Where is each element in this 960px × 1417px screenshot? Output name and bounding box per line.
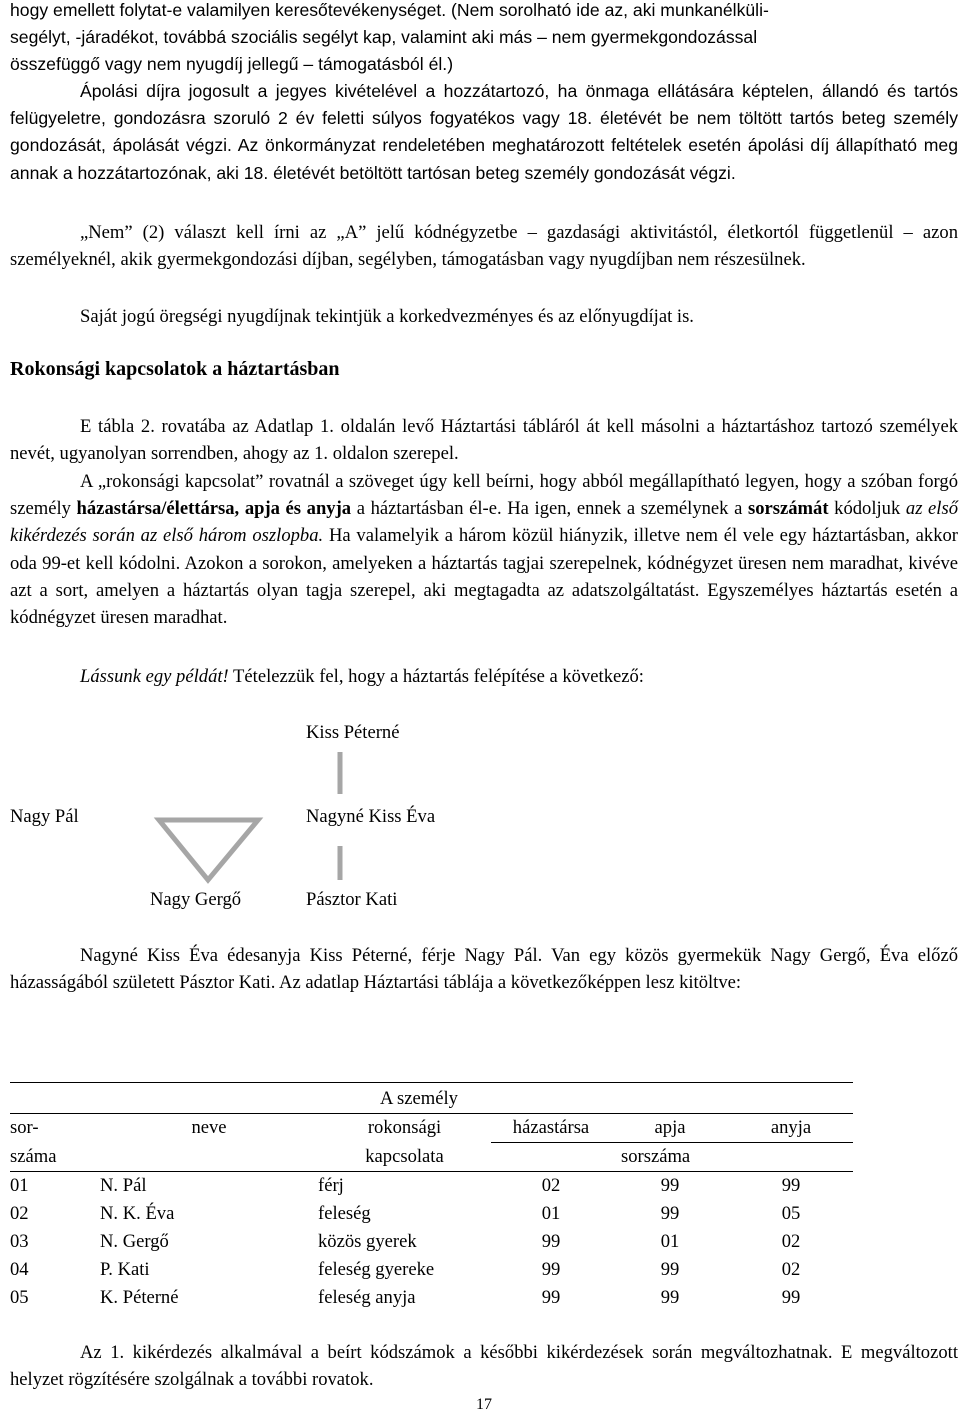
e-tabla-text: E tábla 2. rovatába az Adatlap 1. oldalán levő Háztartási tábláról át kell másolni a háztartáshoz tartozó személyek nevét, ugyanolyan sorrendben, ahogy az 1. oldalon szerepel. (10, 416, 958, 465)
cell-anyja: 99 (781, 1287, 801, 1308)
cell-hazastarsa: 99 (541, 1231, 561, 1252)
cell-kapcsolat: feleség anyja (318, 1287, 416, 1308)
cell-hazastarsa: 99 (541, 1259, 561, 1280)
intro-line-1: hogy emellett folytat-e valamilyen keresőtevékenységet. (Nem sorolható ide az, aki munkanélküli- (10, 0, 769, 20)
diagram-grandmother: Kiss Péterné (306, 722, 400, 743)
example-text (10, 663, 958, 690)
example-italic: Lássunk egy példát! (80, 666, 229, 687)
example-paragraph (10, 663, 958, 690)
cell-anyja: 05 (781, 1203, 801, 1224)
cell-kapcsolat: közös gyerek (318, 1231, 417, 1252)
cell-hazastarsa: 01 (541, 1203, 561, 1224)
table-row (10, 1172, 853, 1201)
header-sor-1: sor- (10, 1117, 39, 1139)
cell-neve: K. Péterné (100, 1287, 179, 1308)
explanation-text: Nagyné Kiss Éva édesanyja Kiss Péterné, férje Nagy Pál. Van egy közös gyermekük Nagy Gergő, Éva előző házasságából született Pásztor Kati. Az adatlap Háztartási táblája a következőképpen lesz kitöltve: (10, 945, 958, 994)
table-body (10, 1172, 853, 1313)
cell-anyja: 99 (781, 1175, 801, 1196)
header-hazastarsa: házastársa (491, 1114, 611, 1143)
closing-paragraph (10, 1339, 958, 1393)
cell-sorszam: 04 (10, 1259, 29, 1280)
header-group-cell (318, 1085, 611, 1114)
rokonsagi-part-3: kódoljuk (828, 498, 906, 520)
apolasi-text: Ápolási díjra jogosult a jegyes kivételével a hozzátartozó, ha önmaga ellátására képtelen, állandó és tartós felügyeletre, gondozásra szoruló 2 év feletti súlyos fogyatékos vagy 18. életévét be nem töltött tartós beteg személy gondozását, ápolását végzi. Az önkormányzat rendeletében meghatározott feltételek esetén ápolási díj állapítható meg annak a hozzátartozónak, aki 18. életévét betöltött tartósan beteg személy gondozását végzi. (10, 81, 958, 183)
header-group-label: A személy (380, 1088, 458, 1109)
cell-apja: 01 (660, 1231, 680, 1252)
example-rest: Tételezzük fel, hogy a háztartás felépítése a következő: (228, 666, 644, 687)
table-header-group-row (10, 1085, 853, 1114)
cell-apja: 99 (660, 1259, 680, 1280)
header-neve: neve (191, 1117, 227, 1139)
apolasi-paragraph (10, 78, 958, 187)
cell-apja: 99 (660, 1175, 680, 1196)
cell-kapcsolat: feleség gyereke (318, 1259, 435, 1280)
rokonsagi-bold-1: házastársa/élettársa, apja és anyja (76, 498, 352, 520)
diagram-stepchild: Pásztor Kati (306, 889, 398, 910)
cell-hazastarsa: 99 (541, 1287, 561, 1308)
rokonsagi-part-2: a háztartásban él-e. Ha igen, ennek a személynek a (351, 498, 748, 520)
sajat-paragraph (10, 303, 958, 330)
diagram-child: Nagy Gergő (150, 889, 242, 910)
cell-anyja: 02 (781, 1259, 801, 1280)
header-rok-1: rokonsági (367, 1117, 442, 1139)
cell-sorszam: 03 (10, 1231, 29, 1252)
table-header-row-1 (10, 1114, 853, 1143)
rokonsagi-text (10, 468, 958, 631)
intro-line-3: összefüggő vagy nem nyugdíj jellegű – támogatásból él.) (10, 54, 454, 75)
intro-paragraph (10, 0, 958, 79)
rokonsagi-part-4: Ha valamelyik a három közül hiányzik, illetve nem él vele egy háztartásban, akkor oda 99-et kell kódolni. Azokon a sorokon, amelyeken a háztartás tagjai szerepelnek, kódnégyzet üresen nem maradhat, kivéve azt a sort, amelyen a háztartás olyan tagja szerepel, aki megtagadta az adatszolgáltatást. Egyszemélyes háztartás esetén a kódnégyzet üresen maradhat. (10, 525, 958, 629)
cell-sorszam: 02 (10, 1203, 29, 1224)
header-sor-2: száma (10, 1145, 57, 1167)
cell-apja: 99 (660, 1287, 680, 1308)
header-apja: apja (611, 1114, 729, 1143)
cell-kapcsolat: feleség (318, 1203, 371, 1224)
table-header-row-2 (10, 1143, 853, 1172)
rokonsagi-part-1: A „rokonsági kapcsolat” rovatnál a szöveget úgy kell beírni, hogy abból megállapítható legyen, hogy a szóban forgó személy (10, 471, 958, 520)
nem-text: „Nem” (2) választ kell írni az „A” jelű kódnégyzetbe – gazdasági aktivitástól, életkortól függetlenül – azon személyeknél, akik gyermekgondozási díjban, segélyben, támogatásban vagy nyugdíjban nem részesülnek. (10, 222, 958, 271)
cell-hazastarsa: 02 (541, 1175, 561, 1196)
cell-neve: P. Kati (100, 1259, 150, 1280)
cell-kapcsolat: férj (318, 1175, 344, 1196)
sajat-text: Saját jogú öregségi nyugdíjnak tekintjük a korkedvezményes és az előnyugdíjat is. (80, 306, 694, 327)
header-rok-2: kapcsolata (365, 1145, 444, 1167)
cell-neve: N. Pál (100, 1175, 147, 1196)
rokonsagi-italic: az első kikérdezés során az első három oszlopba. (10, 498, 958, 547)
diagram-father: Nagy Pál (10, 806, 79, 827)
header-sorszama: sorszáma (621, 1146, 691, 1167)
intro-line-2: segélyt, -járadékot, továbbá szociális segélyt kap, valamint aki más – nem gyermekgondozással (10, 27, 758, 48)
table-row (10, 1228, 853, 1256)
table-row (10, 1284, 853, 1312)
nem-paragraph (10, 219, 958, 273)
closing-text: Az 1. kikérdezés alkalmával a beírt kódszámok a későbbi kikérdezések során megváltozhatnak. E megváltozott helyzet rögzítésére szolgálnak a további rovatok. (10, 1342, 958, 1391)
cell-neve: N. Gergő (100, 1231, 169, 1252)
cell-sorszam: 01 (10, 1175, 29, 1196)
cell-neve: N. K. Éva (100, 1203, 175, 1224)
e-tabla-paragraph (10, 413, 958, 467)
diagram-mother: Nagyné Kiss Éva (306, 806, 436, 827)
cell-apja: 99 (660, 1203, 680, 1224)
section-heading: Rokonsági kapcsolatok a háztartásban (10, 358, 340, 380)
explanation-paragraph (10, 942, 958, 996)
cell-anyja: 02 (781, 1231, 801, 1252)
rokonsagi-paragraph (10, 468, 958, 631)
page-number: 17 (476, 1396, 492, 1413)
table-row (10, 1256, 853, 1284)
header-anyja: anyja (729, 1114, 853, 1143)
household-table (10, 1085, 853, 1312)
marriage-triangle (159, 820, 258, 880)
table-top-rule (10, 1082, 853, 1083)
cell-sorszam: 05 (10, 1287, 29, 1308)
table-row (10, 1200, 853, 1228)
rokonsagi-bold-2: sorszámát (747, 498, 829, 520)
